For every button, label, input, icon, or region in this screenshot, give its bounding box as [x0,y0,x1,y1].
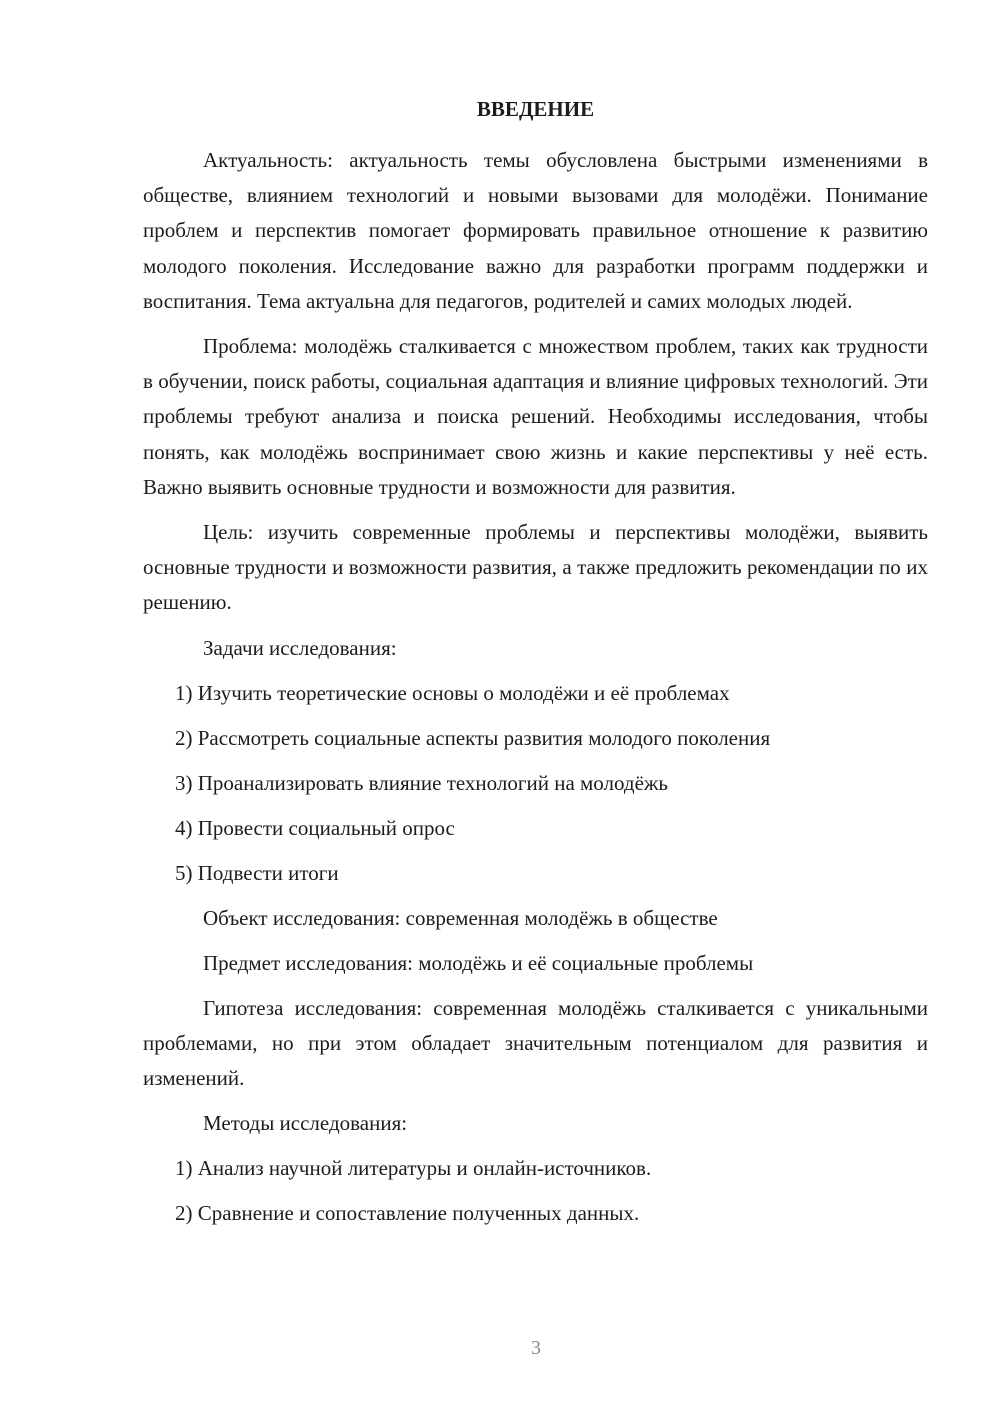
relevance-paragraph: Актуальность: актуальность темы обусловлена быстрыми изменениями в обществе, влиянием технологий и новыми вызовами для молодёжи. Понимание проблем и перспектив помогает формировать правильное отношение к развитию молодого поколения. Исследование важно для разработки программ поддержки и воспитания. Тема актуальна для педагогов, родителей и самих молодых людей. [143,148,928,313]
task-item: 2) Рассмотреть социальные аспекты развития молодого поколения [175,725,771,750]
tasks-list [143,676,928,891]
methods-list [143,1151,928,1231]
problem-paragraph: Проблема: молодёжь сталкивается с множеством проблем, таких как трудности в обучении, поиск работы, социальная адаптация и влияние цифровых технологий. Эти проблемы требуют анализа и поиска решений. Необходимы исследования, чтобы понять, как молодёжь воспринимает свою жизнь и какие перспективы у неё есть. Важно выявить основные трудности и возможности для развития. [143,334,928,499]
goal-paragraph: Цель: изучить современные проблемы и перспективы молодёжи, выявить основные трудности и возможности развития, а также предложить рекомендации по их решению. [143,520,928,615]
task-item: 1) Изучить теоретические основы о молодёжи и её проблемах [175,680,730,705]
object-line: Объект исследования: современная молодёжь в обществе [203,905,718,930]
method-item: 2) Сравнение и сопоставление полученных данных. [175,1201,640,1226]
task-item: 3) Проанализировать влияние технологий на молодёжь [175,770,668,795]
methods-heading: Методы исследования: [203,1111,408,1136]
page-number: 3 [531,1337,541,1359]
section-title: ВВЕДЕНИЕ [476,97,595,121]
subject-line: Предмет исследования: молодёжь и её социальные проблемы [203,950,754,975]
hypothesis-paragraph: Гипотеза исследования: современная молодёжь сталкивается с уникальными проблемами, но при этом обладает значительным потенциалом для развития и изменений. [143,995,928,1091]
method-item: 1) Анализ научной литературы и онлайн-источников. [175,1156,652,1181]
task-item: 4) Провести социальный опрос [175,815,455,840]
tasks-heading: Задачи исследования: [203,635,397,660]
task-item: 5) Подвести итоги [175,860,339,885]
document-page [143,92,928,1231]
